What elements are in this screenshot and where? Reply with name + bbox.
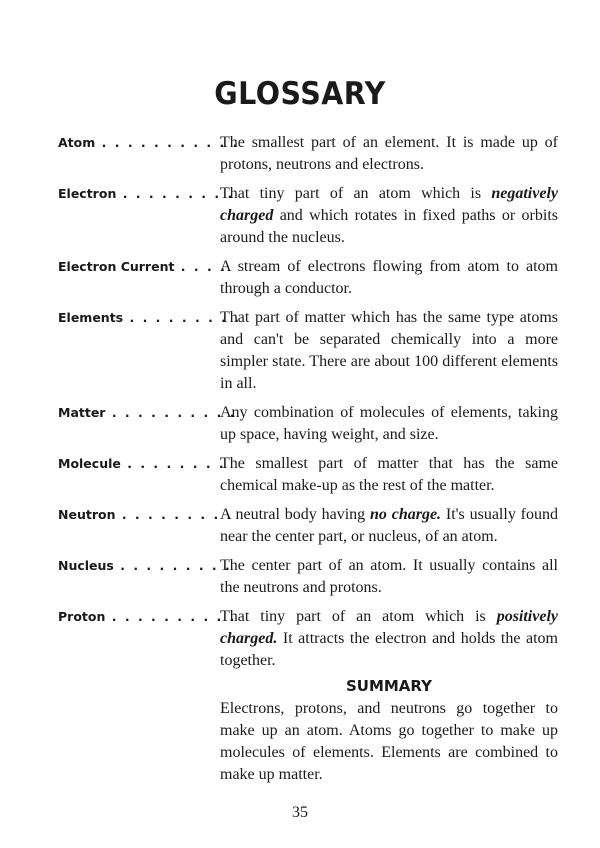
definition-text: The center part of an atom. It usually contains all the neutrons and protons.	[220, 557, 558, 596]
dot-leader: . . . . . . . .	[120, 456, 226, 471]
definition-emphasis: positively charged.	[220, 608, 558, 647]
dot-leader: . . . . . . . . .	[116, 186, 235, 201]
dot-leader: . . . . . . . . .	[123, 310, 242, 325]
glossary-term	[58, 256, 227, 278]
page-number: 35	[292, 804, 308, 821]
dot-leader: . . . .	[174, 259, 227, 274]
glossary-definition	[220, 453, 558, 497]
glossary-list	[58, 132, 558, 679]
glossary-term	[58, 307, 242, 329]
glossary-definition	[220, 256, 558, 300]
dot-leader: . . . . . . . . . .	[105, 609, 237, 624]
glossary-entry	[58, 132, 558, 176]
definition-text: The smallest part of matter that has the same chemical make-up as the rest of the matter.	[220, 455, 558, 494]
glossary-entry	[58, 256, 558, 300]
glossary-term	[58, 402, 237, 424]
glossary-term-text: Electron	[58, 186, 117, 201]
glossary-entry	[58, 183, 558, 249]
summary-title: SUMMARY	[345, 677, 433, 695]
glossary-entry	[58, 606, 558, 672]
page-title: GLOSSARY	[214, 76, 386, 112]
glossary-term	[58, 183, 235, 205]
glossary-entry	[58, 307, 558, 395]
definition-text: Any combination of molecules of elements, taking up space, having weight, and size.	[220, 404, 558, 443]
definition-text: That tiny part of an atom which is	[220, 608, 497, 625]
glossary-term-text: Neutron	[58, 507, 116, 522]
summary-text: Electrons, protons, and neutrons go together to make up an atom. Atoms go together to make up molecules of elements. Elements are combined to make up matter.	[220, 700, 558, 783]
dot-leader: . . . . . . . . . .	[105, 405, 237, 420]
summary-section	[220, 676, 558, 786]
glossary-definition	[220, 307, 558, 395]
definition-emphasis: no charge.	[369, 506, 442, 523]
glossary-definition	[220, 183, 558, 249]
glossary-term	[58, 453, 226, 475]
definition-text: It attracts the electron and holds the atom together.	[220, 630, 558, 669]
glossary-term	[58, 606, 237, 628]
definition-text: It's usually found near the center part, or nucleus, of an atom.	[220, 506, 558, 545]
glossary-entry	[58, 402, 558, 446]
glossary-term	[58, 504, 234, 526]
glossary-term-text: Atom	[58, 135, 96, 150]
definition-emphasis: negatively charged	[220, 185, 558, 224]
dot-leader: . . . . . . . . . . .	[95, 135, 240, 150]
glossary-term	[58, 132, 240, 154]
definition-text: That tiny part of an atom which is	[220, 185, 492, 202]
glossary-definition	[220, 402, 558, 446]
glossary-definition	[220, 555, 558, 599]
glossary-term-text: Proton	[58, 609, 106, 624]
definition-text: A neutral body having	[220, 506, 370, 523]
definition-text: A stream of electrons flowing from atom to atom through a conductor.	[220, 258, 558, 297]
glossary-entry	[58, 453, 558, 497]
definition-text: The smallest part of an element. It is made up of protons, neutrons and electrons.	[220, 134, 558, 173]
glossary-term	[58, 555, 232, 577]
dot-leader: . . . . . . . . .	[115, 507, 234, 522]
definition-text: and which rotates in fixed paths or orbits around the nucleus.	[220, 207, 558, 246]
glossary-term-text: Matter	[58, 405, 106, 420]
definition-text: That part of matter which has the same type atoms and can't be separated chemically into a more simpler state. There are about 100 different elements in all.	[220, 309, 558, 392]
glossary-term-text: Electron Current	[58, 259, 175, 274]
glossary-entry	[58, 504, 558, 548]
glossary-term-text: Molecule	[58, 456, 121, 471]
glossary-entry	[58, 555, 558, 599]
glossary-definition	[220, 504, 558, 548]
glossary-term-text: Elements	[58, 310, 124, 325]
glossary-term-text: Nucleus	[58, 558, 114, 573]
glossary-definition	[220, 132, 558, 176]
dot-leader: . . . . . . . . .	[113, 558, 232, 573]
glossary-definition	[220, 606, 558, 672]
